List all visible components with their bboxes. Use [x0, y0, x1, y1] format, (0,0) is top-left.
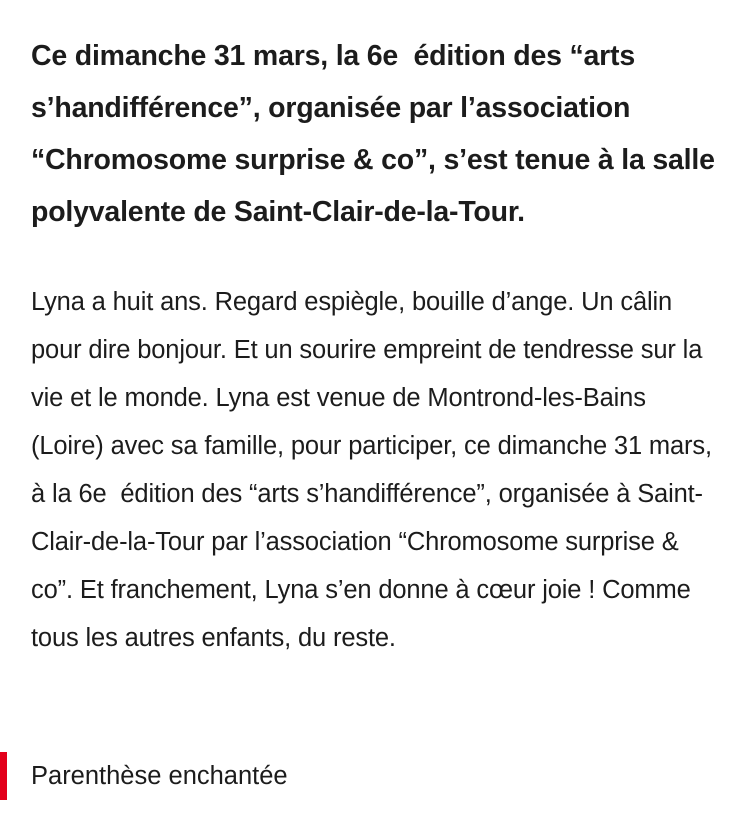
section-subheading	[0, 752, 750, 800]
subheading-accent-bar	[0, 752, 7, 800]
article-paragraph: Lyna a huit ans. Regard espiègle, bouille d’ange. Un câlin pour dire bonjour. Et un sourire empreint de tendresse sur la vie et le monde. Lyna est venue de Montrond-les-Bains (Loire) avec sa famille, pour participer, ce dimanche 31 mars, à la 6e édition des “arts s’handifférence”, organisée à Saint-Clair-de-la-Tour par l’association “Chromosome surprise & co”. Et franchement, Lyna s’en donne à cœur joie ! Comme tous les autres enfants, du reste.	[31, 288, 712, 652]
article-body	[31, 30, 721, 662]
subheading-title: Parenthèse enchantée	[31, 762, 288, 790]
article-lead: Ce dimanche 31 mars, la 6e édition des “arts s’handifférence”, organisée par l’association “Chromosome surprise & co”, s’est tenue à la salle polyvalente de Saint-Clair-de-la-Tour.	[31, 40, 715, 228]
